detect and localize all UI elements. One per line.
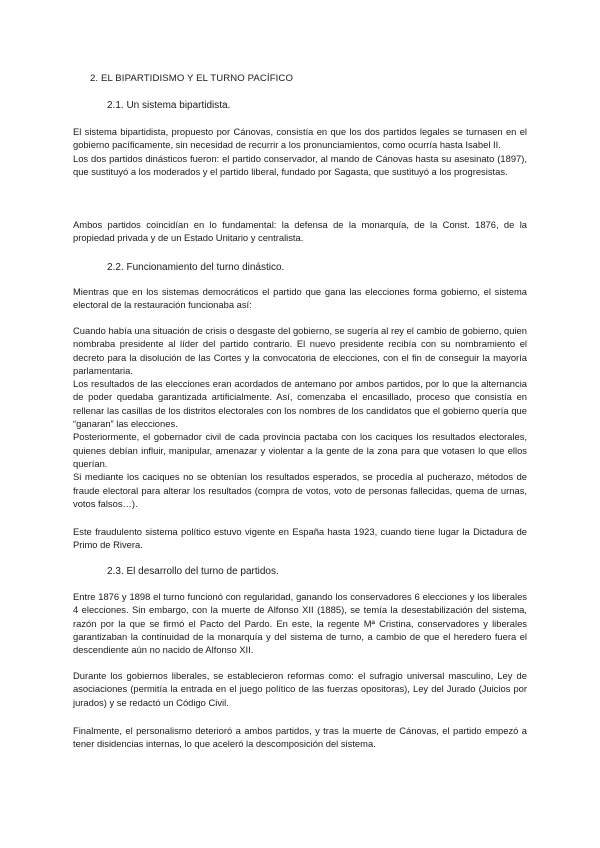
- paragraph-group-2-3a: [73, 590, 527, 656]
- paragraph: Mientras que en los sistemas democráticos el partido que gana las elecciones forma gobierno, el sistema electoral de la restauración funcionaba así:: [73, 286, 527, 311]
- paragraph-group-2-1a: [73, 125, 527, 178]
- subsection-title-2-3: 2.3. El desarrollo del turno de partidos.: [107, 566, 279, 577]
- paragraph-group-2-2b: [73, 324, 527, 510]
- paragraph: Entre 1876 y 1898 el turno funcionó con regularidad, ganando los conservadores 6 elecciones y los liberales 4 elecciones. Sin embargo, con la muerte de Alfonso XII (1885), se temía la desestabilización del sistema, razón por la que se firmó el Pacto del Pardo. En este, la regente Mª Cristina, conservadores y liberales garantizaban la continuidad de la monarquía y del sistema de turno, a cambio de que el heredero fuera el descendiente aún no nacido de Alfonso XII.: [73, 591, 527, 656]
- paragraph: Los dos partidos dinásticos fueron: el partido conservador, al mando de Cánovas hasta su asesinato (1897), que sustituyó a los moderados y el partido liberal, fundado por Sagasta, que sustituyó a los progresistas.: [73, 152, 527, 177]
- paragraph-group-2-2c: [73, 525, 527, 552]
- paragraph-group-2-3c: [73, 724, 527, 751]
- paragraph: Los resultados de las elecciones eran acordados de antemano por ambos partidos, por lo que la alternancia de poder quedaba garantizada artificialmente. Así, comenzaba el encasillado, proceso que consistía en rellenar las casillas de los distritos electorales con los nombres de los candidatos que el gobierno quería que “ganaran” las elecciones.: [73, 378, 527, 430]
- paragraph-group-2-2a: [73, 285, 527, 312]
- paragraph: Finalmente, el personalismo deterioró a ambos partidos, y tras la muerte de Cánovas, el partido empezó a tener disidencias internas, lo que aceleró la descomposición del sistema.: [73, 725, 527, 750]
- paragraph: Si mediante los caciques no se obtenían los resultados esperados, se procedía al pucherazo, métodos de fraude electoral para alterar los resultados (compra de votos, voto de personas fallecidas, quema de urnas, votos falsos…).: [73, 471, 527, 509]
- section-heading: 2. EL BIPARTIDISMO Y EL TURNO PACÍFICO: [90, 73, 294, 84]
- paragraph-group-2-3b: [73, 669, 527, 709]
- paragraph: Cuando había una situación de crisis o desgaste del gobierno, se sugería al rey el cambio de gobierno, quien nombraba presidente al líder del partido contrario. El nuevo presidente recibía con su nombramiento el decreto para la disolución de las Cortes y la convocatoria de elecciones, con el fin de conseguir la mayoría parlamentaria.: [73, 325, 527, 376]
- paragraph-group-2-1b: [73, 218, 527, 245]
- paragraph: El sistema bipartidista, propuesto por Cánovas, consistía en que los dos partidos legales se turnasen en el gobierno pacíficamente, sin necesidad de recurrir a los pronunciamientos, como ocurría hasta Isabel II.: [73, 126, 527, 151]
- subsection-title-2-2: 2.2. Funcionamiento del turno dinástico.: [107, 262, 285, 273]
- paragraph: Durante los gobiernos liberales, se establecieron reformas como: el sufragio universal masculino, Ley de asociaciones (permitía la entrada en el juego político de las fuerzas opositoras), Ley del Jurado (Juicios por jurados) y se redactó un Código Civil.: [73, 670, 527, 708]
- subsection-title-2-1: 2.1. Un sistema bipartidista.: [107, 100, 231, 111]
- paragraph: Ambos partidos coincidían en lo fundamental: la defensa de la monarquía, de la Const. 1876, de la propiedad privada y de un Estado Unitario y centralista.: [73, 219, 527, 244]
- paragraph: Posteriormente, el gobernador civil de cada provincia pactaba con los caciques los resultados electorales, quienes debían influir, manipular, amenazar y violentar a la gente de la zona para que votasen lo que ellos querían.: [73, 431, 527, 469]
- paragraph: Este fraudulento sistema político estuvo vigente en España hasta 1923, cuando tiene lugar la Dictadura de Primo de Rivera.: [73, 526, 527, 551]
